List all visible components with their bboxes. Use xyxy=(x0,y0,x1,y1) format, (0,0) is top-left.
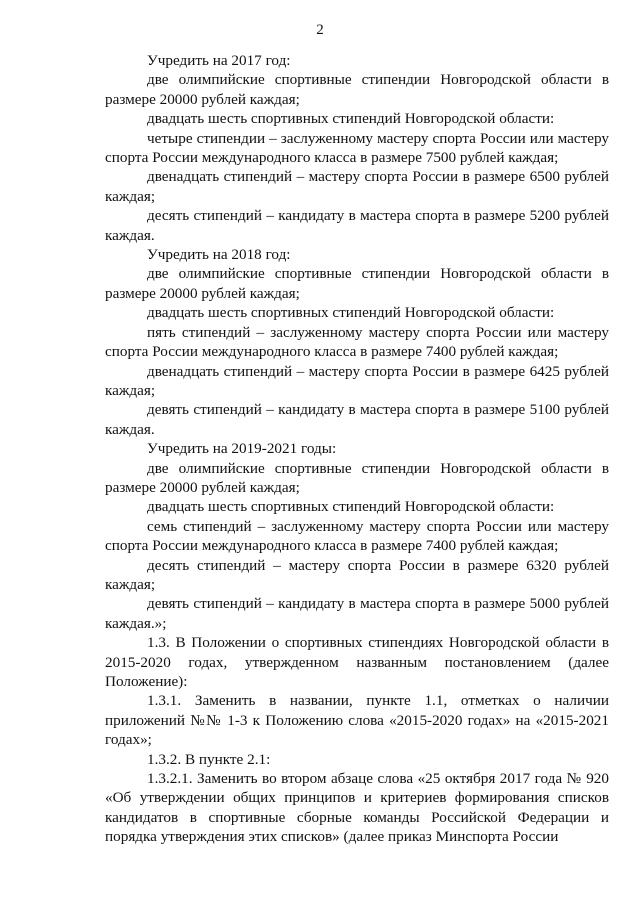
paragraph-2019-zms: семь стипендий – заслуженному мастеру спорта России или мастеру спорта России международного класса в размере 7400 рублей каждая; xyxy=(105,517,609,555)
paragraph-2019-heading: Учредить на 2019-2021 годы: xyxy=(147,440,337,458)
paragraph-2017-zms: четыре стипендии – заслуженному мастеру спорта России или мастеру спорта России международного класса в размере 7500 рублей каждая; xyxy=(105,129,609,167)
paragraph-2017-kms: десять стипендий – кандидату в мастера спорта в размере 5200 рублей каждая. xyxy=(105,207,609,244)
document-body xyxy=(105,51,609,847)
paragraph-2018-kms: девять стипендий – кандидату в мастера спорта в размере 5100 рублей каждая. xyxy=(105,401,609,438)
paragraph-2019-scholarships: двадцать шесть спортивных стипендий Новгородской области: xyxy=(147,498,555,516)
paragraph-2017-scholarships: двадцать шесть спортивных стипендий Новгородской области: xyxy=(147,110,555,128)
paragraph-2018-ms: двенадцать стипендий – мастеру спорта России в размере 6425 рублей каждая; xyxy=(105,362,609,399)
paragraph-1-3-2: 1.3.2. В пункте 2.1: xyxy=(147,750,271,768)
paragraph-2018-olympic: две олимпийские спортивные стипендии Новгородской области в размере 20000 рублей каждая; xyxy=(105,265,609,302)
paragraph-2019-ms: десять стипендий – мастеру спорта России в размере 6320 рублей каждая; xyxy=(105,556,609,593)
paragraph-2017-ms: двенадцать стипендий – мастеру спорта России в размере 6500 рублей каждая; xyxy=(105,168,609,205)
paragraph-1-3-2-1: 1.3.2.1. Заменить во втором абзаце слова «25 октября 2017 года № 920 «Об утверждении общих принципов и критериев формирования списков кандидатов в спортивные сборные команды Российской Федерации и порядка утверждения этих списков» (далее приказ Минспорта России xyxy=(105,770,609,846)
paragraph-2018-zms: пять стипендий – заслуженному мастеру спорта России или мастеру спорта России международного класса в размере 7400 рублей каждая; xyxy=(105,323,609,361)
paragraph-2019-kms: девять стипендий – кандидату в мастера спорта в размере 5000 рублей каждая.»; xyxy=(105,595,609,632)
paragraph-1-3: 1.3. В Положении о спортивных стипендиях Новгородской области в 2015-2020 годах, утвержденном названным постановлением (далее Положение): xyxy=(105,634,609,690)
paragraph-2017-heading: Учредить на 2017 год: xyxy=(147,52,291,69)
paragraph-2018-heading: Учредить на 2018 год: xyxy=(147,246,291,264)
paragraph-2017-olympic: две олимпийские спортивные стипендии Новгородской области в размере 20000 рублей каждая; xyxy=(105,71,609,108)
paragraph-1-3-1: 1.3.1. Заменить в названии, пункте 1.1, отметках о наличии приложений №№ 1-3 к Положению слова «2015-2020 годах» на «2015-2021 годах»; xyxy=(105,692,609,749)
page-number: 2 xyxy=(316,22,324,38)
paragraph-2018-scholarships: двадцать шесть спортивных стипендий Новгородской области: xyxy=(147,304,555,322)
paragraph-2019-olympic: две олимпийские спортивные стипендии Новгородской области в размере 20000 рублей каждая; xyxy=(105,459,609,496)
